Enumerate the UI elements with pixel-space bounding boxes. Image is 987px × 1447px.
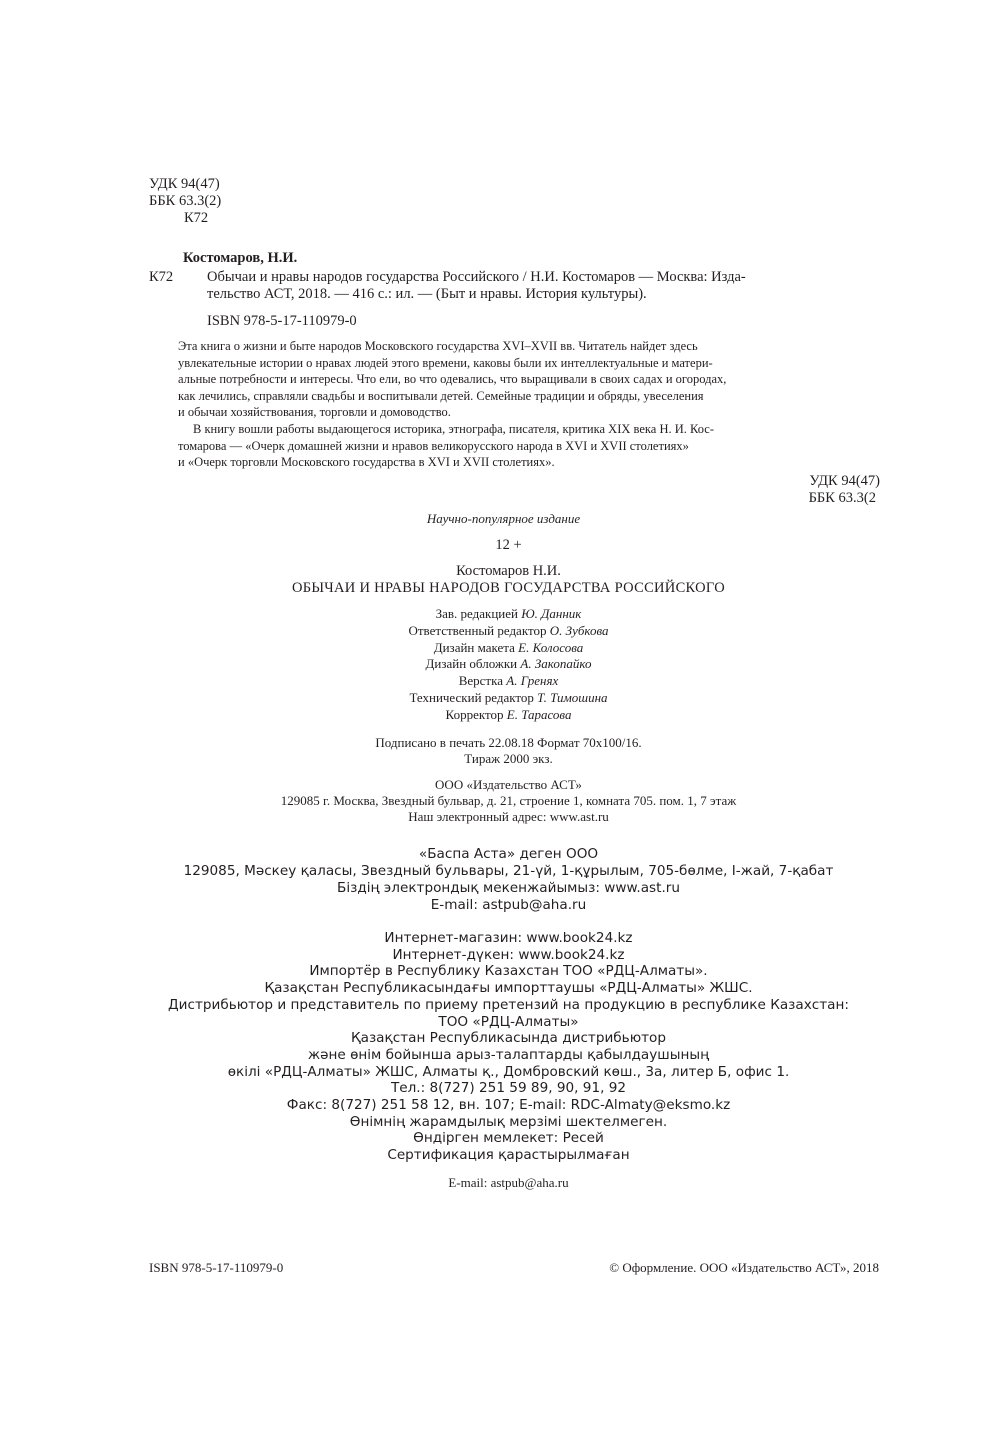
distribution-line: және өнім бойынша арыз-талаптарды қабылдаушының (307, 1046, 710, 1063)
distribution-line: Дистрибьютор и представитель по приему претензий на продукцию в республике Казахстан: (168, 996, 849, 1013)
publisher-email: Наш электронный адрес: www.ast.ru (408, 809, 609, 824)
distribution-line: Тел.: 8(727) 251 59 89, 90, 91, 92 (390, 1080, 627, 1097)
distribution-line: өкілі «РДЦ-Алматы» ЖШС, Алматы қ., Домбровский көш., 3а, литер Б, офис 1. (227, 1063, 790, 1080)
annotation-para2-line: и «Очерк торговли Московского государства в XVI и XVII столетиях». (178, 455, 555, 469)
annotation-codes (700, 473, 880, 507)
email-bottom (0, 1175, 987, 1191)
annotation-udk: УДК 94(47) (809, 473, 880, 489)
publisher-name: ООО «Издательство АСТ» (435, 777, 582, 792)
biblio-description-line2: тельство АСТ, 2018. — 416 с.: ил. — (Быт и нравы. История культуры). (207, 286, 647, 302)
annotation-para1-line: как лечились, справляли свадьбы и воспитывали детей. Семейные традиции и обряды, увеселения (178, 388, 704, 403)
staff-name: А. Закопайко (520, 656, 592, 672)
index-codes (149, 176, 221, 227)
staff-credits (0, 606, 987, 724)
staff-role: Ответственный редактор (408, 622, 547, 638)
kazakh-line: 129085, Мәскеу қаласы, Звездный бульвары, 21-үй, 1-құрылым, 705-бөлме, І-жай, 7-қабат (183, 863, 834, 879)
annotation-para1-line: альные потребности и интересы. Что ели, во что одевались, что выращивали в своих садах и огородах, (178, 372, 727, 386)
distribution-line: Факс: 8(727) 251 58 12, вн. 107; E-mail: RDC-Almaty@eksmo.kz (286, 1097, 731, 1114)
annotation-2 (178, 421, 881, 471)
edition-type (0, 511, 987, 527)
annotation (178, 338, 881, 421)
distribution-line: ТОО «РДЦ-Алматы» (438, 1013, 579, 1030)
age-rating-text: 12 + (495, 537, 522, 553)
staff-line (30, 623, 987, 640)
distribution-line: Қазақстан Республикасында дистрибьютор (350, 1030, 667, 1047)
kazakh-line: E-mail: astpub@aha.ru (430, 897, 587, 913)
staff-role: Дизайн макета (433, 639, 515, 655)
publisher-address: 129085 г. Москва, Звездный бульвар, д. 21, строение 1, комната 705. пом. 1, 7 этаж (280, 793, 737, 808)
email-bottom-text: E-mail: astpub@aha.ru (448, 1175, 569, 1190)
staff-name: Ю. Данник (521, 606, 582, 621)
staff-name: А. Гренях (506, 673, 559, 689)
staff-line (30, 707, 987, 724)
distribution-line: Өндірген мемлекет: Ресей (413, 1130, 604, 1147)
distribution-line: Сертификация қарастырылмаған (387, 1147, 630, 1164)
age-rating (0, 537, 987, 554)
biblio-description-line1: Обычаи и нравы народов государства Российского / Н.И. Костомаров — Москва: Изда- (207, 269, 746, 285)
biblio-isbn: ISBN 978-5-17-110979-0 (207, 313, 357, 329)
staff-name: Е. Колосова (518, 639, 584, 655)
biblio-description (149, 269, 879, 303)
annotation-para1-line: Эта книга о жизни и быте народов Московского государства XVI–XVII вв. Читатель найдет здесь (178, 339, 698, 353)
staff-role: Верстка (458, 673, 503, 689)
author-code: К72 (184, 210, 209, 226)
distribution-line: Интернет-магазин: www.book24.kz (384, 930, 633, 946)
staff-line (30, 606, 987, 623)
edition-title: ОБЫЧАИ И НРАВЫ НАРОДОВ ГОСУДАРСТВА РОССИЙСКОГО (291, 580, 726, 596)
staff-name: Т. Тимошина (537, 689, 608, 705)
distribution-line: Өнімнің жарамдылық мерзімі шектелмеген. (349, 1113, 668, 1130)
print-info (0, 735, 987, 767)
annotation-para2-line: томарова — «Очерк домашней жизни и нравов великорусского народа в XVI и XVII столетиях» (178, 438, 689, 453)
annotation-para2-line: В книгу вошли работы выдающегося историка, этнографа, писателя, критика XIX века Н. И. Кос- (193, 422, 714, 436)
publisher-info (0, 777, 987, 825)
staff-line (30, 656, 987, 673)
biblio-author: Костомаров, Н.И. (183, 250, 298, 266)
bbk-code: ББК 63.3(2) (149, 193, 222, 209)
kazakh-line: Біздің электрондық мекенжайымыз: www.ast.ru (337, 880, 680, 896)
kazakh-line: «Баспа Аста» деген ООО (418, 846, 599, 862)
distribution-line: Интернет-дүкен: www.book24.kz (392, 946, 625, 963)
staff-role: Технический редактор (409, 689, 534, 705)
edition-type-text: Научно-популярное издание (426, 511, 581, 526)
distribution-line: Импортёр в Республику Казахстан ТОО «РДЦ-Алматы». (309, 963, 708, 980)
staff-name: Е. Тарасова (506, 706, 572, 722)
staff-role: Дизайн обложки (425, 656, 518, 672)
kazakh-block (0, 846, 987, 914)
staff-line (30, 640, 987, 657)
staff-line (30, 673, 987, 690)
edition-title-block (0, 563, 987, 597)
print-run: Тираж 2000 экз. (464, 751, 553, 766)
udk-code: УДК 94(47) (149, 176, 220, 192)
staff-line (30, 690, 987, 707)
distribution-block (0, 930, 987, 1164)
staff-role: Корректор (445, 706, 504, 722)
footer-copyright: © Оформление. ООО «Издательство АСТ», 2018 (609, 1260, 879, 1275)
staff-name: О. Зубкова (549, 622, 609, 638)
biblio-code: К72 (149, 269, 174, 285)
print-signed: Подписано в печать 22.08.18 Формат 70x100/16. (375, 735, 642, 750)
annotation-para1-line: и обычаи хозяйствования, торговли и домоводство. (178, 405, 451, 419)
staff-role: Зав. редакцией (435, 606, 518, 621)
distribution-line: Қазақстан Республикасындағы импорттаушы «РДЦ-Алматы» ЖШС. (264, 980, 753, 997)
edition-author: Костомаров Н.И. (456, 563, 561, 579)
annotation-para1-line: увлекательные истории о нравах людей этого времени, каковы были их интеллектуальные и матери- (178, 355, 713, 370)
footer-isbn: ISBN 978-5-17-110979-0 (149, 1260, 284, 1275)
annotation-bbk: ББК 63.3(2 (808, 490, 876, 506)
